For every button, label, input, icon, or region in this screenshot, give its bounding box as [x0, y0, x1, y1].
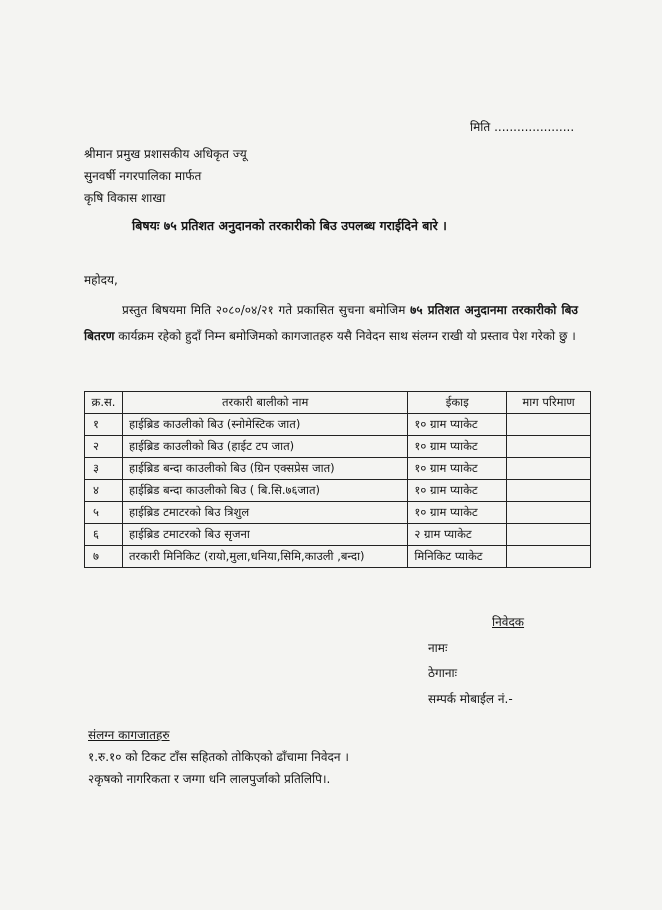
cell-quantity	[507, 524, 591, 546]
body-text-2: कार्यक्रम रहेको हुदाँ निम्न बमोजिमको कागजातहरु यसै निवेदन साथ संलग्न राखी यो प्रस्ताव पेश गरेको छु ।	[118, 328, 576, 343]
cell-serial: ४	[85, 480, 123, 502]
demand-table	[84, 391, 591, 568]
salutation: महोदय,	[84, 273, 118, 287]
table-row	[85, 480, 591, 502]
addressee-line-2: सुनवर्षी नगरपालिका मार्फत	[84, 169, 202, 183]
addressee-line-3: कृषि विकास शाखा	[84, 191, 166, 205]
cell-unit: १० ग्राम प्याकेट	[408, 480, 507, 502]
cell-unit: १० ग्राम प्याकेट	[408, 458, 507, 480]
cell-unit: १० ग्राम प्याकेट	[408, 414, 507, 436]
table-row	[85, 524, 591, 546]
cell-quantity	[507, 546, 591, 568]
cell-serial: ५	[85, 502, 123, 524]
cell-quantity	[507, 480, 591, 502]
applicant-block	[428, 610, 524, 712]
body-text-bold: ७५ प्रतिशत अनुदानमा तरकारीको बिउ बितरण	[84, 303, 578, 343]
header-crop-name: तरकारी बालीको नाम	[122, 392, 407, 414]
cell-quantity	[507, 436, 591, 458]
cell-unit: १० ग्राम प्याकेट	[408, 502, 507, 524]
cell-serial: १	[85, 414, 123, 436]
attachment-item-2: २कृषको नागरिकता र जग्गा धनि लालपुर्जाको प्रतिलिपि।.	[88, 772, 331, 786]
cell-crop-name: हाईब्रिड टमाटरको बिउ सृजना	[122, 524, 407, 546]
cell-unit: १० ग्राम प्याकेट	[408, 436, 507, 458]
mobile-label: सम्पर्क मोबाईल नं.-	[428, 691, 513, 706]
date-blank: .....................	[494, 120, 575, 134]
cell-crop-name: हाईब्रिड बन्दा काउलीको बिउ (ग्रिन एक्सप्रेस जात)	[122, 458, 407, 480]
cell-unit: मिनिकिट प्याकेट	[408, 546, 507, 568]
header-unit: ईकाइ	[408, 392, 507, 414]
header-serial: क्र.स.	[85, 392, 123, 414]
table-row	[85, 546, 591, 568]
cell-quantity	[507, 414, 591, 436]
body-paragraph	[84, 298, 578, 349]
cell-serial: ७	[85, 546, 123, 568]
cell-serial: २	[85, 436, 123, 458]
cell-crop-name: तरकारी मिनिकिट (रायो,मुला,धनिया,सिमि,काउली ,बन्दा)	[122, 546, 407, 568]
body-text-1: प्रस्तुत बिषयमा मिति २०८०/०४/२१ गते प्रकासित सुचना बमोजिम	[122, 303, 406, 317]
table-row	[85, 414, 591, 436]
cell-crop-name: हाईब्रिड बन्दा काउलीको बिउ ( बि.सि.७६जात)	[122, 480, 407, 502]
date-field	[470, 118, 574, 135]
header-quantity: माग परिमाण	[507, 392, 591, 414]
date-label: मिति	[470, 120, 491, 134]
table-row	[85, 458, 591, 480]
table-row	[85, 502, 591, 524]
cell-crop-name: हाईब्रिड टमाटरको बिउ त्रिशुल	[122, 502, 407, 524]
addressee-line-1: श्रीमान प्रमुख प्रशासकीय अधिकृत ज्यू	[84, 147, 247, 161]
table-header-row	[85, 392, 591, 414]
attachments-block	[88, 724, 349, 790]
cell-serial: ६	[85, 524, 123, 546]
cell-quantity	[507, 458, 591, 480]
attachment-item-1: १.रु.१० को टिकट टाँस सहितको तोकिएको ढाँचामा निवेदन ।	[88, 750, 349, 764]
table-row	[85, 436, 591, 458]
addressee-block	[84, 143, 247, 209]
attachments-title: संलग्न कागजातहरु	[88, 728, 170, 742]
cell-crop-name: हाईब्रिड काउलीको बिउ (हाईट टप जात)	[122, 436, 407, 458]
cell-serial: ३	[85, 458, 123, 480]
cell-quantity	[507, 502, 591, 524]
applicant-title: निवेदक	[492, 615, 525, 629]
name-label: नामः	[428, 640, 448, 655]
address-label: ठेगानाः	[428, 666, 458, 680]
cell-unit: २ ग्राम प्याकेट	[408, 524, 507, 546]
cell-crop-name: हाईब्रिड काउलीको बिउ (स्नोमेस्टिक जात)	[122, 414, 407, 436]
subject-line: बिषयः ७५ प्रतिशत अनुदानको तरकारीको बिउ उपलब्ध गराईदिने बारे ।	[132, 218, 447, 233]
